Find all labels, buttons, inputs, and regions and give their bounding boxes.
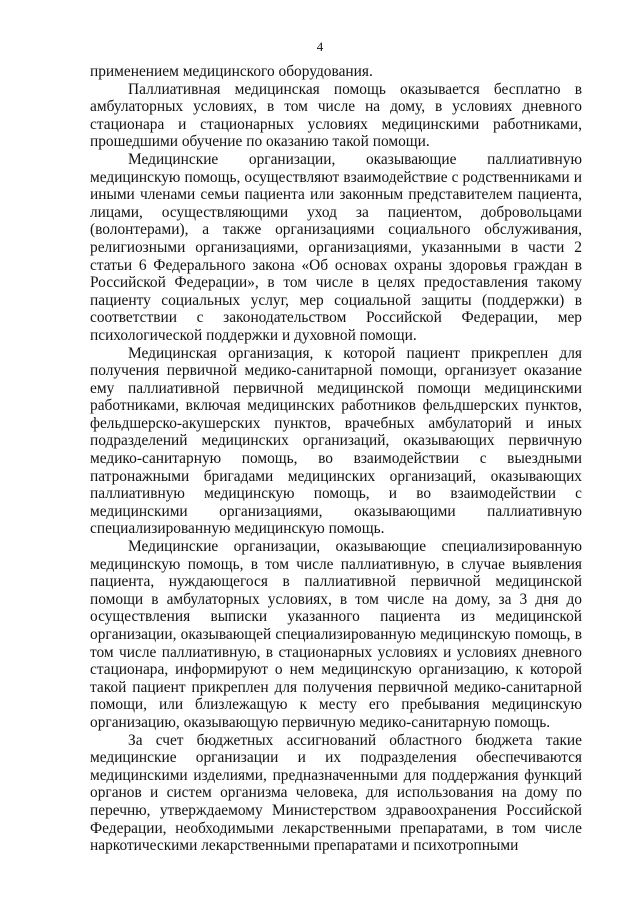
document-body	[90, 63, 582, 855]
paragraph: Медицинские организации, оказывающие специализированную медицинскую помощь, в том числе паллиативную, в случае выявления пациента, нуждающегося в паллиативной первичной медицинской помощи в амбулаторных условиях, в том числе на дому, за 3 дня до осуществления выписки указанного пациента из медицинской организации, оказывающей специализированную медицинскую помощь, в том числе паллиативную, в стационарных условиях и условиях дневного стационара, информируют о нем медицинскую организацию, к которой такой пациент прикреплен для получения первичной медико-санитарной помощи, или близлежащую к месту его пребывания медицинскую организацию, оказывающую первичную медико-санитарную помощь.	[90, 538, 582, 731]
paragraph: Паллиативная медицинская помощь оказывается бесплатно в амбулаторных условиях, в том числе на дому, в условиях дневного стационара и стационарных условиях медицинскими работниками, прошедшими обучение по оказанию такой помощи.	[90, 80, 582, 151]
paragraph-continuation: применением медицинского оборудования.	[90, 63, 373, 80]
page-number: 4	[316, 39, 324, 54]
paragraph: Медицинская организация, к которой пациент прикреплен для получения первичной медико-санитарной помощи, организует оказание ему паллиативной первичной медицинской помощи медицинскими работниками, включая медицинских работников фельдшерских пунктов, фельдшерско-акушерских пунктов, врачебных амбулаторий и иных подразделений медицинских организаций, оказывающих первичную медико-санитарную помощь, во взаимодействии с выездными патронажными бригадами медицинских организаций, оказывающих паллиативную медицинскую помощь, и во взаимодействии с медицинскими организациями, оказывающими паллиативную специализированную медицинскую помощь.	[90, 344, 582, 538]
paragraph: За счет бюджетных ассигнований областного бюджета такие медицинские организации и их подразделения обеспечиваются медицинскими изделиями, предназначенными для поддержания функций органов и систем организма человека, для использования на дому по перечню, утверждаемому Министерством здравоохранения Российской Федерации, необходимыми лекарственными препаратами, в том числе наркотическими лекарственными препаратами и психотропными	[90, 731, 582, 855]
paragraph: Медицинские организации, оказывающие паллиативную медицинскую помощь, осуществляют взаимодействие с родственниками и иными членами семьи пациента или законным представителем пациента, лицами, осуществляющими уход за пациентом, добровольцами (волонтерами), а также организациями социального обслуживания, религиозными организациями, организациями, указанными в части 2 статьи 6 Федерального закона «Об основах охраны здоровья граждан в Российской Федерации», в том числе в целях предоставления такому пациенту социальных услуг, мер социальной защиты (поддержки) в соответствии с законодательством Российской Федерации, мер психологической поддержки и духовной помощи.	[90, 150, 582, 344]
